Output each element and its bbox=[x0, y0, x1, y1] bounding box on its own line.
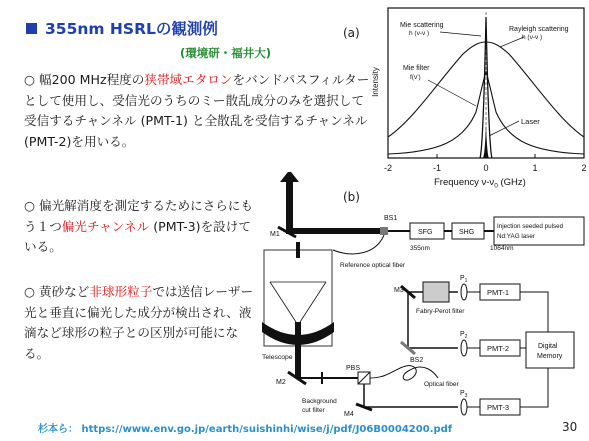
label-digital-memory-1: Digital bbox=[538, 343, 558, 350]
graph-xlabel-sub: 0 bbox=[494, 182, 498, 190]
label-pmt3: PMT-3 bbox=[487, 403, 510, 412]
label-background-cut-filter-2: cut filter bbox=[302, 407, 325, 414]
label-m3: M3 bbox=[394, 287, 404, 294]
leader-rayleigh bbox=[500, 37, 524, 47]
paragraph-etalon-post: をバンドパスフィルターとして使用し、受信光のうちのミー散乱成分のみを選択して受信するチャンネル (PMT-1) と全散乱を受信するチャンネル (PMT-2)を用いる。 bbox=[24, 72, 370, 149]
xtick-label: -2 bbox=[383, 163, 393, 173]
paragraph-etalon bbox=[24, 70, 374, 152]
beam-upward bbox=[286, 182, 293, 232]
label-digital-memory-2: Memory bbox=[537, 353, 563, 360]
bs1-element bbox=[380, 227, 388, 235]
optical-fiber-coil bbox=[370, 366, 438, 380]
page-number: 30 bbox=[562, 420, 578, 434]
xtick-label: 1 bbox=[532, 163, 538, 173]
label-p1-letter: P bbox=[460, 275, 465, 282]
lens-p2 bbox=[461, 340, 467, 356]
slide-title bbox=[26, 17, 218, 39]
label-reference-optical-fiber: Reference optical fiber bbox=[340, 262, 406, 269]
label-laser-line1: Injection seeded pulsed bbox=[497, 223, 564, 230]
digital-memory-box bbox=[526, 332, 574, 368]
paragraph-nonspherical bbox=[24, 282, 260, 364]
label-bs2: BS2 bbox=[410, 357, 424, 364]
label-optical-fiber: Optical fiber bbox=[424, 381, 459, 388]
symbol-mie-scattering: h (ν-ν ) bbox=[409, 30, 430, 37]
panel-label-a: (a) bbox=[343, 26, 360, 40]
graph-xlabel-text: Frequency ν-ν bbox=[434, 177, 495, 188]
paragraph-etalon-pre: ○ 幅200 MHz程度の bbox=[24, 72, 145, 87]
xtick-label: -1 bbox=[432, 163, 442, 173]
xtick-label: 0 bbox=[483, 163, 489, 173]
paragraph-nonspherical-post: では送信レーザー光と垂直に偏光した成分が検出され、液滴など球形の粒子との区別が可能になる。 bbox=[24, 284, 254, 361]
panel-label-b: (b) bbox=[343, 190, 360, 204]
label-p2-letter: P bbox=[460, 331, 465, 338]
highlight-etalon: 狭帯域エタロン bbox=[144, 72, 233, 87]
reference-optical-fiber bbox=[333, 235, 384, 254]
label-pmt2: PMT-2 bbox=[487, 344, 510, 353]
label-m2: M2 bbox=[276, 379, 286, 386]
label-shg: SHG bbox=[459, 229, 475, 236]
wire-pmt1-memory bbox=[520, 292, 548, 332]
beam-arrow-up-icon bbox=[280, 172, 299, 182]
lidar-optical-diagram bbox=[258, 172, 589, 422]
label-p3-letter: P bbox=[460, 390, 465, 397]
label-fabry-perot-filter: Fabry-Perot filter bbox=[416, 308, 465, 315]
label-sfg: SFG bbox=[418, 229, 433, 236]
symbol-mie-filter: f(ν') bbox=[410, 74, 421, 81]
leader-laser bbox=[489, 121, 519, 136]
label-background-cut-filter-1: Background bbox=[302, 398, 337, 405]
lens-p3 bbox=[461, 399, 467, 415]
label-p1 bbox=[460, 275, 468, 284]
highlight-polarization-channel: 偏光チャンネル bbox=[61, 218, 150, 234]
label-bs1: BS1 bbox=[384, 215, 398, 222]
label-telescope: Telescope bbox=[262, 354, 293, 361]
fabry-perot-filter bbox=[423, 282, 449, 302]
label-1064nm: 1064nm bbox=[490, 245, 514, 252]
leader-mie-filter bbox=[428, 80, 476, 106]
paragraph-polarization-pre: ○ 偏光解消度を測定するためにさらにもう１つ bbox=[24, 198, 254, 234]
nd-yag-laser-box bbox=[494, 217, 584, 245]
symbol-rayleigh-scattering: h (ν-ν ) bbox=[522, 34, 543, 41]
laser-line bbox=[483, 124, 489, 158]
lens-p1 bbox=[461, 284, 467, 300]
paragraph-polarization-post: (PMT-3)を設けている。 bbox=[24, 218, 251, 254]
label-p1-sub: 1 bbox=[464, 278, 468, 284]
label-m4: M4 bbox=[344, 411, 354, 418]
highlight-nonspherical: 非球形粒子 bbox=[89, 284, 153, 299]
graph-ylabel: Intensity bbox=[371, 67, 380, 97]
label-mie-filter: Mie filter bbox=[403, 65, 430, 72]
title-bullet-icon bbox=[26, 23, 37, 34]
label-p3-sub: 3 bbox=[464, 393, 468, 399]
paragraph-nonspherical-pre: ○ 黄砂など bbox=[24, 284, 90, 299]
label-rayleigh-scattering: Rayleigh scattering bbox=[509, 26, 569, 33]
label-mie-scattering: Mie scattering bbox=[400, 22, 444, 29]
label-pbs: PBS bbox=[346, 365, 361, 372]
beam-m1-bs1 bbox=[286, 228, 380, 234]
source-affiliation: (環境研・福井大) bbox=[180, 46, 272, 60]
label-p2 bbox=[460, 331, 468, 340]
leader-mie-scattering bbox=[440, 32, 481, 36]
label-pmt1: PMT-1 bbox=[487, 288, 510, 297]
label-p3 bbox=[460, 390, 468, 399]
label-355nm: 355nm bbox=[410, 245, 430, 252]
graph-xlabel-unit: (GHz) bbox=[497, 177, 526, 188]
xtick-label: 2 bbox=[581, 163, 587, 173]
footer-citation-link[interactable]: 杉本ら： https://www.env.go.jp/earth/suishinhi/wise/j/pdf/J06B0004200.pdf bbox=[38, 424, 453, 435]
telescope-light-rays bbox=[270, 282, 326, 322]
paragraph-polarization bbox=[24, 196, 260, 258]
label-p2-sub: 2 bbox=[464, 334, 468, 340]
beam-telescope-m2 bbox=[295, 322, 301, 378]
wire-pmt3-memory bbox=[520, 368, 548, 407]
spectrum-graph bbox=[368, 2, 589, 192]
title-text: 355nm HSRLの観測例 bbox=[45, 20, 218, 38]
label-laser-line2: Nd:YAG laser bbox=[497, 233, 536, 240]
label-laser: Laser bbox=[521, 117, 540, 126]
label-m1: M1 bbox=[270, 231, 280, 238]
